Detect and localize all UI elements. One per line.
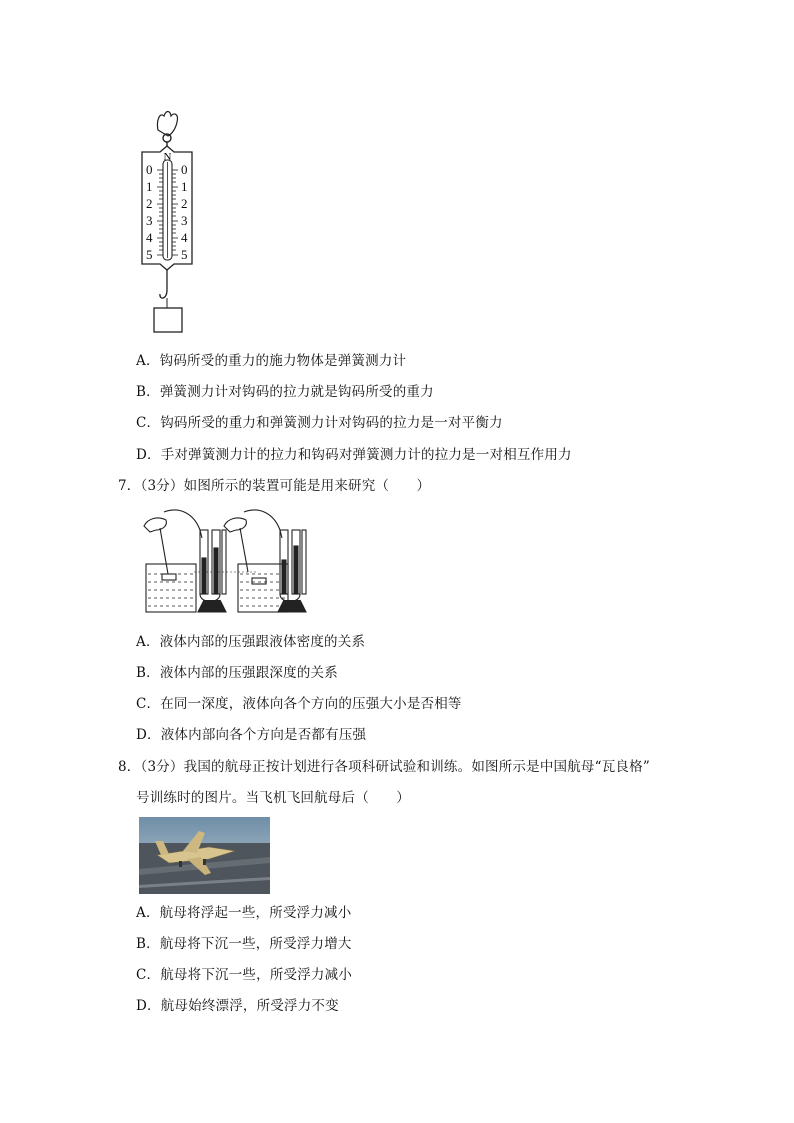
q7-option-b: B．液体内部的压强跟深度的关系 <box>136 665 338 681</box>
left-scale-1: 1 <box>146 179 153 194</box>
left-scale-5: 5 <box>146 247 153 262</box>
q7-option-c: C．在同一深度，液体向各个方向的压强大小是否相等 <box>136 696 462 712</box>
left-scale-2: 2 <box>146 196 153 211</box>
hook-weight <box>154 308 182 332</box>
q6-option-a: A．钩码所受的重力的施力物体是弹簧测力计 <box>136 353 407 369</box>
q6-option-c: C．钩码所受的重力和弹簧测力计对钩码的拉力是一对平衡力 <box>136 415 503 431</box>
right-scale-4: 4 <box>181 230 188 245</box>
q8-option-b: B．航母将下沉一些，所受浮力增大 <box>136 936 352 952</box>
q6-option-d: D．手对弹簧测力计的拉力和钩码对弹簧测力计的拉力是一对相互作用力 <box>136 447 572 463</box>
left-hand-icon <box>144 518 166 532</box>
q8-option-d: D．航母始终漂浮，所受浮力不变 <box>136 998 339 1014</box>
q8-option-a: A．航母将浮起一些，所受浮力减小 <box>136 905 352 921</box>
right-scale-1: 1 <box>181 179 188 194</box>
q7-stem: 7．（3分）如图所示的装置可能是用来研究（ ） <box>118 478 431 494</box>
liquid-pressure-apparatus-figure <box>140 508 340 616</box>
q8-option-c: C．航母将下沉一些，所受浮力减小 <box>136 967 353 983</box>
hand-icon <box>157 112 177 137</box>
right-hand-icon <box>224 518 246 532</box>
left-scale-3: 3 <box>146 213 153 228</box>
q8-stem-line2: 号训练时的图片。当飞机飞回航母后（ ） <box>136 790 410 806</box>
left-scale-0: 0 <box>146 162 153 177</box>
q7-option-a: A．液体内部的压强跟液体密度的关系 <box>136 634 366 650</box>
spring-balance-figure <box>130 108 210 340</box>
q6-option-b: B．弹簧测力计对钩码的拉力就是钩码所受的重力 <box>136 384 434 400</box>
aircraft-carrier-photo <box>139 817 270 894</box>
q7-option-d: D．液体内部向各个方向是否都有压强 <box>136 727 367 743</box>
right-scale-5: 5 <box>181 247 188 262</box>
right-scale-0: 0 <box>181 162 188 177</box>
right-scale-3: 3 <box>181 213 188 228</box>
right-scale-2: 2 <box>181 196 188 211</box>
scale-unit-label: N <box>163 151 172 163</box>
q8-stem-line1: 8．（3分）我国的航母正按计划进行各项科研试验和训练。如图所示是中国航母“瓦良格” <box>118 759 650 775</box>
left-scale-4: 4 <box>146 230 153 245</box>
